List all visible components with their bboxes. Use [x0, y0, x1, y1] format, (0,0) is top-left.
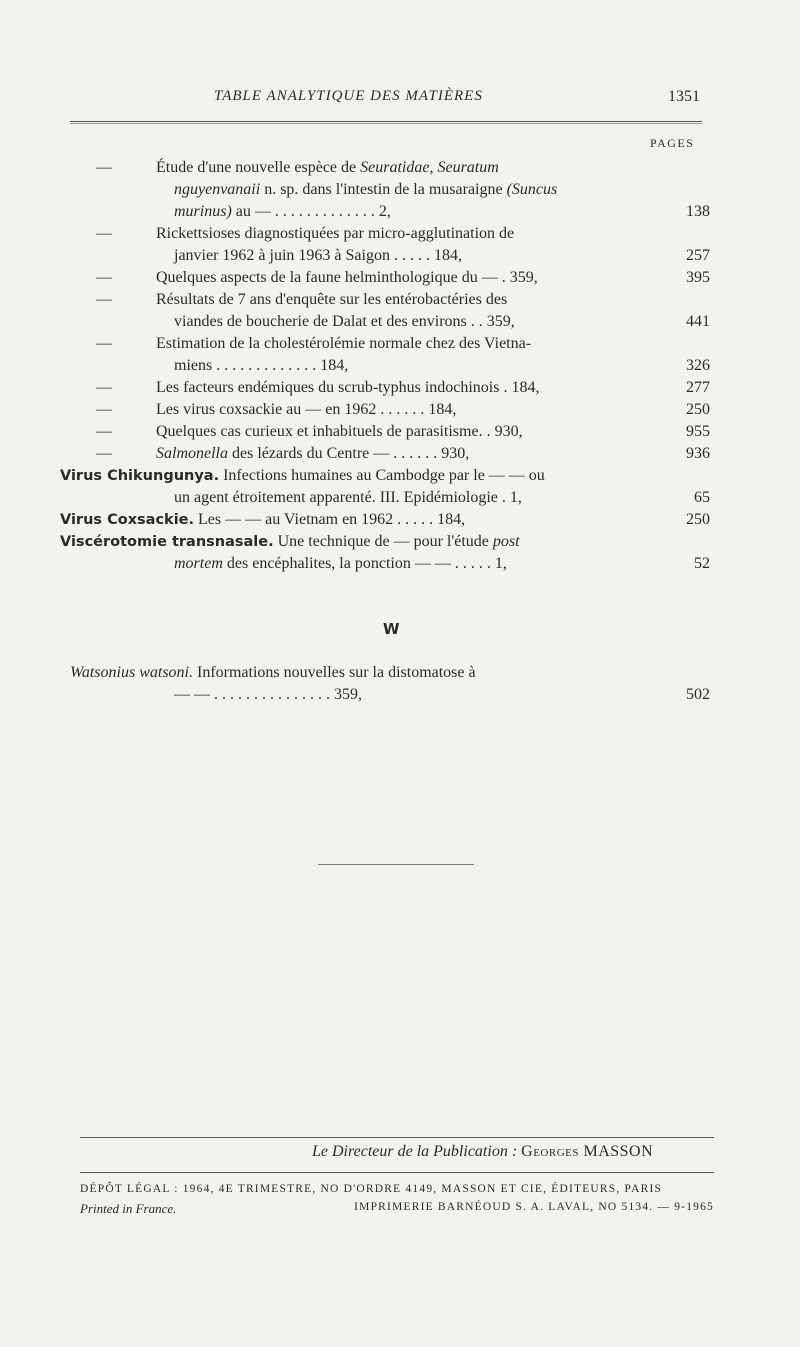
entry-heading: Virus Chikungunya. [60, 468, 220, 484]
entry-page: 257 [686, 247, 710, 264]
entry-text: Résultats de 7 ans d'enquête sur les entérobactéries des [156, 291, 508, 308]
entry-text [60, 531, 654, 553]
index-entry [60, 333, 710, 377]
entry-text-line: Une technique de — pour l'étude [273, 533, 493, 550]
index-entry [60, 289, 710, 333]
entry-page: 326 [686, 357, 710, 374]
entry-text-line: Informations nouvelles sur la distomatose à [193, 664, 476, 681]
entry-text-line: des lézards du Centre — . . . . . . 930, [228, 445, 470, 462]
entry-page: 277 [686, 379, 710, 396]
entry-text [60, 465, 654, 487]
entry-text [156, 157, 654, 179]
main-index-entry [60, 509, 710, 531]
section-divider [318, 864, 474, 865]
printed-in: Printed in France. [80, 1201, 177, 1216]
entry-text [156, 201, 654, 223]
entry-text [60, 509, 654, 531]
entry-dash: — [96, 269, 112, 286]
entry-text: miens . . . . . . . . . . . . . 184, [174, 357, 349, 374]
w-entries [60, 662, 710, 706]
section-letter: W [383, 620, 400, 638]
entry-text: Les facteurs endémiques du scrub-typhus indochinois . 184, [156, 379, 540, 396]
entry-page: 65 [694, 489, 710, 506]
legal-deposit-line: DÉPÔT LÉGAL : 1964, 4E TRIMESTRE, NO D'ORDRE 4149, MASSON ET CIE, ÉDITEURS, PARIS [80, 1183, 663, 1195]
running-title: TABLE ANALYTIQUE DES MATIÈRES [214, 88, 483, 104]
entry-text-line: Les — — au Vietnam en 1962 . . . . . 184, [194, 511, 466, 528]
footer-rule [80, 1172, 714, 1173]
entry-page: 936 [686, 445, 710, 462]
main-index-entry [60, 662, 710, 706]
index-entry [60, 399, 710, 421]
entry-heading: Watsonius watsoni. [70, 664, 193, 681]
entry-text: Quelques aspects de la faune helminthologique du — . 359, [156, 269, 538, 286]
director-name: Georges MASSON [521, 1143, 654, 1160]
entry-text-line: au — . . . . . . . . . . . . . 2, [231, 203, 391, 220]
entry-page: 955 [686, 423, 710, 440]
index-entry [60, 443, 710, 465]
entry-text: Quelques cas curieux et inhabituels de parasitisme. . 930, [156, 423, 523, 440]
entry-dash: — [96, 423, 112, 440]
pages-column-label: PAGES [650, 136, 695, 150]
entry-heading: Viscérotomie transnasale. [60, 534, 274, 550]
index-entry [60, 421, 710, 443]
entry-page: 52 [694, 555, 710, 572]
entry-page: 138 [686, 203, 710, 220]
entry-text-line: n. sp. dans l'intestin de la musaraigne [260, 181, 507, 198]
entry-dash: — [96, 401, 112, 418]
entry-text-line: Étude d'une nouvelle espèce de [156, 159, 361, 176]
header-rule [70, 121, 702, 124]
director-label: Le Directeur de la Publication : [312, 1143, 518, 1160]
entry-dash: — [96, 335, 112, 352]
entry-page: 502 [686, 686, 710, 703]
main-index-entry [60, 531, 710, 575]
entry-page: 250 [686, 511, 710, 528]
entry-text [156, 179, 654, 201]
main-index-entry [60, 465, 710, 509]
entry-text: Rickettsioses diagnostiquées par micro-agglutination de [156, 225, 515, 242]
entry-text: un agent étroitement apparenté. III. Epidémiologie . 1, [174, 489, 522, 506]
entry-text [156, 443, 654, 465]
entry-page: 395 [686, 269, 710, 286]
entry-text: janvier 1962 à juin 1963 à Saigon . . . . . 184, [174, 247, 462, 264]
index-entries [60, 157, 710, 575]
director-line [312, 1143, 653, 1161]
entry-text-italic: nguyenvanaii [174, 181, 261, 198]
printer-line: IMPRIMERIE BARNÉOUD S. A. LAVAL, NO 5134. — 9-1965 [354, 1201, 714, 1213]
entry-text-italic: Seuratidae, Seuratum [360, 159, 499, 176]
entry-dash: — [96, 445, 112, 462]
entry-dash: — [96, 291, 112, 308]
entry-text-italic: (Suncus [506, 181, 558, 198]
entry-text-italic: murinus) [174, 203, 232, 220]
entry-text-italic: post [492, 533, 520, 550]
entry-text: Les virus coxsackie au — en 1962 . . . . . . 184, [156, 401, 457, 418]
footer-rule [80, 1137, 714, 1138]
index-entry [60, 157, 710, 223]
index-entry [60, 223, 710, 267]
index-entry [60, 267, 710, 289]
entry-text: — — . . . . . . . . . . . . . . . 359, [174, 686, 362, 703]
entry-text-italic: Salmonella [156, 445, 228, 462]
entry-text [70, 662, 654, 684]
page-number: 1351 [668, 88, 700, 105]
entry-dash: — [96, 159, 112, 176]
entry-page: 441 [686, 313, 710, 330]
entry-dash: — [96, 379, 112, 396]
entry-text: Estimation de la cholestérolémie normale chez des Vietna- [156, 335, 532, 352]
index-entry [60, 377, 710, 399]
entry-text: viandes de boucherie de Dalat et des environs . . 359, [174, 313, 515, 330]
entry-text-line: Infections humaines au Cambodge par le — — ou [219, 467, 545, 484]
entry-heading: Virus Coxsackie. [60, 512, 195, 528]
entry-text-italic: mortem [174, 555, 223, 572]
entry-text [174, 553, 654, 575]
entry-dash: — [96, 225, 112, 242]
entry-text-line: des encéphalites, la ponction — — . . . . . 1, [222, 555, 507, 572]
entry-page: 250 [686, 401, 710, 418]
